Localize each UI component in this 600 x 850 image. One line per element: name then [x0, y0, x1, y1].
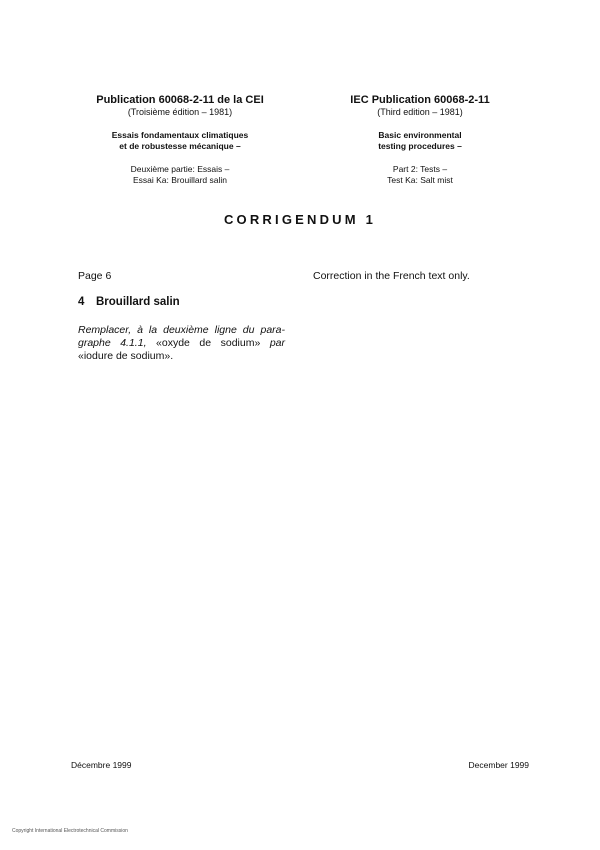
english-edition: (Third edition – 1981) — [377, 107, 463, 117]
english-part-line2: Test Ka: Salt mist — [387, 175, 453, 185]
english-subject-line1: Basic environmental — [378, 130, 462, 140]
section-body-quote-2: «iodure de sodium». — [78, 350, 174, 362]
section-body-italic-2: par — [269, 337, 285, 349]
section-number: 4 — [78, 296, 85, 308]
french-subject — [60, 130, 300, 152]
english-part — [300, 164, 540, 186]
french-header-block — [60, 94, 300, 186]
page-reference: Page 6 — [78, 270, 112, 282]
french-part-line1: Deuxième partie: Essais – — [130, 164, 230, 174]
section-body-quote-1: «oxyde de sodium» — [146, 337, 270, 349]
english-publication-title: IEC Publication 60068-2-11 — [350, 94, 490, 106]
copyright-notice: Copyright International Electrotechnical Commission — [12, 828, 128, 834]
french-part-line2: Essai Ka: Brouillard salin — [132, 175, 227, 185]
english-part-line1: Part 2: Tests – — [392, 164, 448, 174]
date-english: December 1999 — [468, 760, 529, 770]
french-subject-line1: Essais fondamentaux climatiques — [111, 130, 249, 140]
french-publication-title: Publication 60068-2-11 de la CEI — [96, 94, 264, 106]
section-heading — [78, 296, 180, 308]
section-body-italic-1: Remplacer, à la deuxième ligne du para-graphe 4.1.1, — [78, 324, 285, 349]
section-body — [78, 324, 285, 363]
french-edition: (Troisième édition – 1981) — [127, 107, 233, 117]
english-subject — [300, 130, 540, 152]
correction-note: Correction in the French text only. — [313, 270, 470, 282]
english-header-block — [300, 94, 540, 186]
english-subject-line2: testing procedures – — [378, 141, 462, 151]
french-part — [60, 164, 300, 186]
section-title: Brouillard salin — [96, 296, 180, 308]
french-subject-line2: et de robustesse mécanique – — [119, 141, 241, 151]
date-french: Décembre 1999 — [71, 760, 132, 770]
corrigendum-title: CORRIGENDUM 1 — [223, 212, 377, 227]
